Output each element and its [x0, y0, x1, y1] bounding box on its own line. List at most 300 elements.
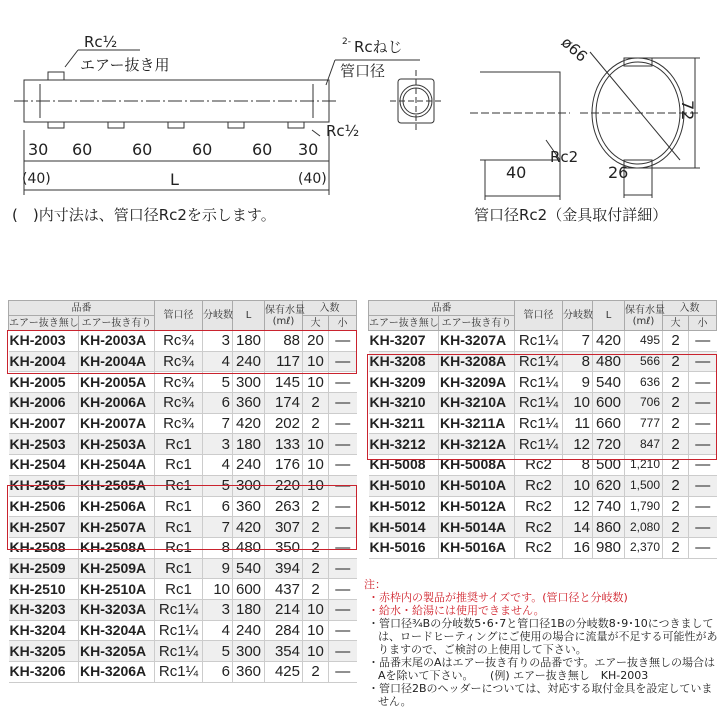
table-row — [9, 517, 357, 538]
length: 860 — [593, 517, 625, 538]
qty-small: — — [689, 393, 717, 414]
qty-small: — — [689, 351, 717, 372]
water-volume: 706 — [625, 393, 663, 414]
qty-large: 2 — [303, 393, 329, 414]
part-no-no-vent: KH-3207 — [369, 331, 439, 352]
qty-small: — — [329, 599, 357, 620]
water-volume: 133 — [265, 434, 303, 455]
part-no-no-vent: KH-3206 — [9, 662, 79, 683]
part-no-with-vent: KH-2508A — [79, 537, 155, 558]
length: 540 — [233, 558, 265, 579]
header-with-vent: エアー抜き有り — [79, 316, 155, 331]
length: 300 — [233, 475, 265, 496]
water-volume: 437 — [265, 579, 303, 600]
caption-right: 管口径Rc2（金具取付詳細） — [474, 206, 668, 224]
water-volume: 88 — [265, 331, 303, 352]
port-size: Rc¾ — [155, 351, 203, 372]
water-volume: 2,080 — [625, 517, 663, 538]
branch-count: 6 — [203, 496, 233, 517]
port-size: Rc1¼ — [155, 599, 203, 620]
length: 300 — [233, 641, 265, 662]
table-row — [369, 331, 717, 352]
table-row — [9, 434, 357, 455]
branch-count: 16 — [563, 537, 593, 558]
port-size: Rc1¼ — [515, 372, 563, 393]
water-volume: 145 — [265, 372, 303, 393]
table-row — [9, 599, 357, 620]
qty-small: — — [689, 537, 717, 558]
header-volume-label: 保有水量 — [265, 304, 305, 316]
water-volume: 220 — [265, 475, 303, 496]
port-label: 管口径 — [340, 62, 386, 80]
length: 180 — [233, 434, 265, 455]
qty-small: — — [689, 372, 717, 393]
qty-small: — — [329, 662, 357, 683]
water-volume: 284 — [265, 620, 303, 641]
thread-label: Rcねじ — [354, 38, 403, 56]
dim-2: 60 — [132, 140, 153, 159]
length: 360 — [233, 393, 265, 414]
part-no-no-vent: KH-2007 — [9, 413, 79, 434]
qty-large: 2 — [303, 496, 329, 517]
length: 600 — [233, 579, 265, 600]
water-volume: 1,210 — [625, 455, 663, 476]
length: 300 — [233, 372, 265, 393]
port-size: Rc1¼ — [515, 351, 563, 372]
branch-count: 9 — [563, 372, 593, 393]
water-volume: 354 — [265, 641, 303, 662]
branch-count: 12 — [563, 434, 593, 455]
branch-count: 3 — [203, 331, 233, 352]
branch-count: 6 — [203, 662, 233, 683]
detail-width: 26 — [608, 163, 629, 182]
qty-large: 2 — [303, 517, 329, 538]
dim-5: 30 — [298, 140, 319, 159]
part-no-with-vent: KH-2509A — [79, 558, 155, 579]
detail-depth: 40 — [506, 163, 527, 182]
part-no-with-vent: KH-2003A — [79, 331, 155, 352]
port-size: Rc¾ — [155, 393, 203, 414]
water-volume: 176 — [265, 455, 303, 476]
qty-small: — — [329, 641, 357, 662]
qty-large: 2 — [303, 537, 329, 558]
dim-3: 60 — [192, 140, 213, 159]
qty-small: — — [329, 558, 357, 579]
detail-height: 72 — [678, 100, 697, 121]
table-row — [369, 372, 717, 393]
dim-0: 30 — [28, 140, 49, 159]
qty-small: — — [329, 475, 357, 496]
qty-small: — — [329, 331, 357, 352]
length-label: L — [170, 170, 179, 189]
header-row — [9, 301, 357, 316]
header-volume-unit: (mℓ) — [632, 315, 655, 327]
notes-title: 注： — [364, 578, 386, 591]
length: 740 — [593, 496, 625, 517]
length: 620 — [593, 475, 625, 496]
side-port: Rc½ — [326, 122, 360, 140]
water-volume: 1,500 — [625, 475, 663, 496]
branch-count: 8 — [563, 455, 593, 476]
part-no-with-vent: KH-2510A — [79, 579, 155, 600]
header-part-no: 品番 — [9, 301, 155, 316]
part-no-no-vent: KH-5010 — [369, 475, 439, 496]
length: 180 — [233, 599, 265, 620]
qty-large: 2 — [303, 579, 329, 600]
part-no-no-vent: KH-2504 — [9, 455, 79, 476]
branch-ports — [48, 122, 304, 128]
qty-large: 2 — [303, 413, 329, 434]
qty-large: 2 — [303, 558, 329, 579]
header-row — [369, 301, 717, 316]
part-no-no-vent: KH-3209 — [369, 372, 439, 393]
qty-small: — — [329, 496, 357, 517]
detail-diameter: ø66 — [557, 33, 591, 66]
part-no-with-vent: KH-5008A — [439, 455, 515, 476]
qty-large: 10 — [303, 351, 329, 372]
header-port: 管口径 — [155, 301, 203, 331]
branch-count: 3 — [203, 434, 233, 455]
length: 480 — [593, 351, 625, 372]
port-size: Rc1 — [155, 558, 203, 579]
air-vent-size: Rc½ — [84, 33, 118, 51]
branch-count: 3 — [203, 599, 233, 620]
water-volume: 2,370 — [625, 537, 663, 558]
port-size: Rc¾ — [155, 413, 203, 434]
part-no-with-vent: KH-3206A — [79, 662, 155, 683]
table-row — [369, 413, 717, 434]
qty-small: — — [329, 413, 357, 434]
paren-right: (40) — [298, 171, 327, 187]
note-item: ・管口径¾Bの分岐数5･6･7と管口径1Bの分岐数8･9･10につきましては、ロードヒーティングにご使用の場合に流量が不足する可能性がありますので、ご検討の上使用して下さい。 — [368, 617, 718, 656]
header-length: L — [233, 301, 265, 331]
length: 720 — [593, 434, 625, 455]
length: 240 — [233, 620, 265, 641]
qty-small: — — [689, 455, 717, 476]
branch-count: 11 — [563, 413, 593, 434]
header-no-vent: エアー抜き無し — [369, 317, 439, 329]
qty-large: 2 — [663, 331, 689, 352]
part-no-no-vent: KH-3211 — [369, 413, 439, 434]
water-volume: 394 — [265, 558, 303, 579]
dim-4: 60 — [252, 140, 273, 159]
branch-count: 6 — [203, 393, 233, 414]
part-no-with-vent: KH-3204A — [79, 620, 155, 641]
thread-prefix: 2- — [342, 37, 351, 47]
length: 240 — [233, 455, 265, 476]
part-no-no-vent: KH-3212 — [369, 434, 439, 455]
part-no-no-vent: KH-2004 — [9, 351, 79, 372]
water-volume: 350 — [265, 537, 303, 558]
qty-large: 2 — [663, 434, 689, 455]
part-no-with-vent: KH-2006A — [79, 393, 155, 414]
port-size: Rc1 — [155, 517, 203, 538]
part-no-with-vent: KH-2503A — [79, 434, 155, 455]
length: 180 — [233, 331, 265, 352]
branch-count: 10 — [563, 475, 593, 496]
header-port: 管口径 — [515, 301, 563, 331]
port-size: Rc1 — [155, 455, 203, 476]
branch-count: 5 — [203, 641, 233, 662]
port-size: Rc2 — [515, 537, 563, 558]
part-no-no-vent: KH-3205 — [9, 641, 79, 662]
branch-count: 12 — [563, 496, 593, 517]
part-no-no-vent: KH-2503 — [9, 434, 79, 455]
table-row — [369, 455, 717, 476]
table-row — [9, 331, 357, 352]
header-dimension-drawing — [0, 0, 720, 235]
part-no-no-vent: KH-2505 — [9, 475, 79, 496]
qty-large: 10 — [303, 620, 329, 641]
water-volume: 174 — [265, 393, 303, 414]
part-no-no-vent: KH-3203 — [9, 599, 79, 620]
water-volume: 495 — [625, 331, 663, 352]
branch-count: 5 — [203, 475, 233, 496]
part-no-no-vent: KH-3210 — [369, 393, 439, 414]
qty-small: — — [329, 620, 357, 641]
qty-small: — — [689, 496, 717, 517]
part-no-with-vent: KH-3208A — [439, 351, 515, 372]
water-volume: 307 — [265, 517, 303, 538]
part-no-with-vent: KH-3211A — [439, 413, 515, 434]
branch-count: 10 — [563, 393, 593, 414]
part-no-with-vent: KH-3205A — [79, 641, 155, 662]
table-row — [369, 351, 717, 372]
part-no-with-vent: KH-2507A — [79, 517, 155, 538]
length: 240 — [233, 351, 265, 372]
table-row — [9, 372, 357, 393]
qty-small: — — [689, 517, 717, 538]
air-vent-label: エアー抜き用 — [80, 56, 170, 74]
port-size: Rc1 — [155, 434, 203, 455]
part-no-no-vent: KH-2506 — [9, 496, 79, 517]
dim-1: 60 — [72, 140, 93, 159]
water-volume: 1,790 — [625, 496, 663, 517]
part-no-with-vent: KH-3203A — [79, 599, 155, 620]
branch-count: 4 — [203, 620, 233, 641]
part-no-no-vent: KH-2510 — [9, 579, 79, 600]
header-small: 小 — [329, 316, 357, 331]
note-item: ・給水・給湯には使用できません。 — [368, 604, 545, 617]
qty-large: 2 — [303, 662, 329, 683]
note-item: ・管口径2Bのヘッダーについては、対応する取付金具を設定していません。 — [368, 682, 713, 708]
qty-small: — — [329, 537, 357, 558]
port-size: Rc1¼ — [515, 331, 563, 352]
water-volume: 847 — [625, 434, 663, 455]
water-volume: 566 — [625, 351, 663, 372]
table-row — [9, 351, 357, 372]
length: 660 — [593, 413, 625, 434]
part-no-no-vent: KH-3208 — [369, 351, 439, 372]
water-volume: 636 — [625, 372, 663, 393]
branch-count: 7 — [203, 413, 233, 434]
part-no-with-vent: KH-3209A — [439, 372, 515, 393]
header-no-vent: エアー抜き無し — [9, 317, 79, 329]
qty-large: 2 — [663, 372, 689, 393]
qty-large: 2 — [663, 475, 689, 496]
branch-count: 7 — [203, 517, 233, 538]
branch-count: 8 — [563, 351, 593, 372]
port-size: Rc¾ — [155, 372, 203, 393]
qty-large: 10 — [303, 372, 329, 393]
part-no-no-vent: KH-2508 — [9, 537, 79, 558]
header-volume — [265, 301, 303, 331]
part-no-no-vent: KH-2509 — [9, 558, 79, 579]
qty-small: — — [329, 517, 357, 538]
branch-count: 9 — [203, 558, 233, 579]
note-item: ・赤枠内の製品が推奨サイズです。(管口径と分岐数) — [368, 591, 628, 604]
branch-count: 10 — [203, 579, 233, 600]
table-row — [369, 434, 717, 455]
header-branches: 分岐数 — [563, 301, 593, 331]
header-large: 大 — [663, 316, 689, 331]
header-volume-label: 保有水量 — [625, 304, 665, 316]
water-volume: 777 — [625, 413, 663, 434]
qty-large: 2 — [663, 537, 689, 558]
qty-small: — — [329, 434, 357, 455]
part-no-with-vent: KH-2506A — [79, 496, 155, 517]
qty-large: 10 — [303, 455, 329, 476]
part-no-no-vent: KH-2005 — [9, 372, 79, 393]
table-row — [369, 537, 717, 558]
length: 420 — [593, 331, 625, 352]
part-no-no-vent: KH-5014 — [369, 517, 439, 538]
port-size: Rc2 — [515, 517, 563, 538]
qty-small: — — [329, 351, 357, 372]
qty-large: 10 — [303, 475, 329, 496]
part-no-no-vent: KH-2006 — [9, 393, 79, 414]
port-size: Rc1¼ — [155, 641, 203, 662]
length: 980 — [593, 537, 625, 558]
qty-small: — — [329, 393, 357, 414]
part-no-no-vent: KH-5012 — [369, 496, 439, 517]
length: 360 — [233, 662, 265, 683]
water-volume: 117 — [265, 351, 303, 372]
port-size: Rc1¼ — [515, 393, 563, 414]
port-size: Rc1 — [155, 475, 203, 496]
header-qty: 入数 — [303, 301, 357, 316]
qty-large: 20 — [303, 331, 329, 352]
header-with-vent: エアー抜き有り — [439, 316, 515, 331]
table-row — [9, 620, 357, 641]
qty-small: — — [689, 475, 717, 496]
qty-large: 10 — [303, 599, 329, 620]
qty-small: — — [689, 331, 717, 352]
length: 420 — [233, 517, 265, 538]
part-no-with-vent: KH-5016A — [439, 537, 515, 558]
table-row — [369, 393, 717, 414]
part-no-no-vent: KH-5008 — [369, 455, 439, 476]
part-no-no-vent: KH-2507 — [9, 517, 79, 538]
table-row — [369, 475, 717, 496]
branch-count: 4 — [203, 351, 233, 372]
water-volume: 202 — [265, 413, 303, 434]
part-no-no-vent: KH-3204 — [9, 620, 79, 641]
part-no-with-vent: KH-2505A — [79, 475, 155, 496]
table-row — [9, 558, 357, 579]
part-no-no-vent: KH-2003 — [9, 331, 79, 352]
length: 360 — [233, 496, 265, 517]
port-size: Rc¾ — [155, 331, 203, 352]
qty-small: — — [329, 372, 357, 393]
part-no-no-vent: KH-5016 — [369, 537, 439, 558]
part-no-with-vent: KH-5014A — [439, 517, 515, 538]
spec-table-left — [8, 300, 357, 683]
part-no-with-vent: KH-3212A — [439, 434, 515, 455]
port-size: Rc1 — [155, 537, 203, 558]
branch-count: 8 — [203, 537, 233, 558]
part-no-with-vent: KH-5012A — [439, 496, 515, 517]
header-length: L — [593, 301, 625, 331]
qty-large: 10 — [303, 641, 329, 662]
qty-large: 2 — [663, 496, 689, 517]
branch-count: 7 — [563, 331, 593, 352]
qty-small: — — [689, 434, 717, 455]
part-no-with-vent: KH-2007A — [79, 413, 155, 434]
paren-left: (40) — [22, 171, 51, 187]
water-volume: 263 — [265, 496, 303, 517]
qty-small: — — [689, 413, 717, 434]
spec-table-right — [368, 300, 717, 559]
length: 500 — [593, 455, 625, 476]
port-size: Rc2 — [515, 475, 563, 496]
port-size: Rc1 — [155, 579, 203, 600]
part-no-with-vent: KH-2005A — [79, 372, 155, 393]
header-large: 大 — [303, 316, 329, 331]
port-size: Rc2 — [515, 496, 563, 517]
part-no-with-vent: KH-2504A — [79, 455, 155, 476]
qty-large: 2 — [663, 393, 689, 414]
branch-count: 5 — [203, 372, 233, 393]
part-no-with-vent: KH-2004A — [79, 351, 155, 372]
qty-large: 10 — [303, 434, 329, 455]
table-row — [369, 517, 717, 538]
table-row — [9, 496, 357, 517]
branch-count: 14 — [563, 517, 593, 538]
part-no-with-vent: KH-3210A — [439, 393, 515, 414]
qty-large: 2 — [663, 517, 689, 538]
length: 420 — [233, 413, 265, 434]
qty-large: 2 — [663, 413, 689, 434]
length: 540 — [593, 372, 625, 393]
header-part-no: 品番 — [369, 301, 515, 316]
table-row — [9, 413, 357, 434]
table-row — [9, 662, 357, 683]
port-size: Rc1¼ — [515, 413, 563, 434]
detail-thread: Rc2 — [550, 148, 579, 166]
port-size: Rc1¼ — [155, 662, 203, 683]
header-volume-unit: (mℓ) — [272, 315, 295, 327]
table-row — [9, 579, 357, 600]
port-size: Rc1¼ — [515, 434, 563, 455]
water-volume: 425 — [265, 662, 303, 683]
qty-small: — — [329, 579, 357, 600]
water-volume: 214 — [265, 599, 303, 620]
port-size: Rc1 — [155, 496, 203, 517]
table-row — [9, 393, 357, 414]
table-row — [369, 496, 717, 517]
length: 480 — [233, 537, 265, 558]
qty-small: — — [329, 455, 357, 476]
notes — [364, 578, 718, 708]
header-qty: 入数 — [663, 301, 717, 316]
qty-large: 2 — [663, 455, 689, 476]
part-no-with-vent: KH-3207A — [439, 331, 515, 352]
table-row — [9, 475, 357, 496]
table-row — [9, 537, 357, 558]
header-branches: 分岐数 — [203, 301, 233, 331]
header-volume — [625, 301, 663, 331]
